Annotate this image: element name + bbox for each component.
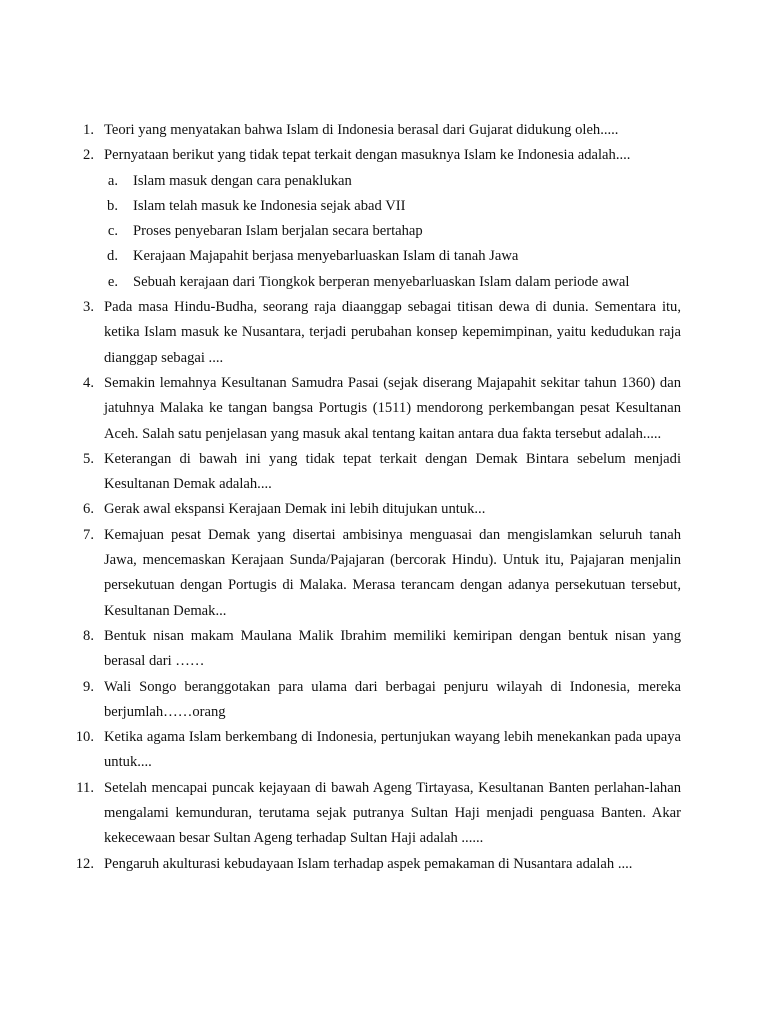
question-text: Pada masa Hindu-Budha, seorang raja diaanggap sebagai titisan dewa di dunia. Sementara itu, ketika Islam masuk ke Nusantara, terjadi perubahan konsep kepemimpinan, yaitu kedudukan raja dianggap sebagai ....	[104, 299, 681, 366]
question-number: 11.	[76, 779, 94, 796]
question-number: 6.	[83, 501, 94, 518]
question-item	[0, 295, 768, 371]
question-item	[0, 852, 768, 877]
option-item	[0, 219, 768, 244]
question-text: Kemajuan pesat Demak yang disertai ambisinya menguasai dan mengislamkan seluruh tanah Jawa, mencemaskan Kerajaan Sunda/Pajajaran (bercorak Hindu). Untuk itu, Pajajaran menjalin persekutuan dengan Portugis di Malaka. Merasa terancam dengan adanya persekutuan tersebut, Kesultanan Demak...	[104, 526, 681, 619]
question-item	[0, 725, 768, 776]
question-number: 3.	[83, 299, 94, 316]
question-number: 1.	[83, 122, 94, 138]
question-item	[0, 497, 768, 522]
option-letter: d.	[107, 248, 118, 265]
question-item	[0, 776, 768, 852]
option-item	[0, 194, 768, 219]
question-item	[0, 371, 768, 447]
question-item	[0, 523, 768, 624]
option-letter: c.	[107, 223, 118, 240]
question-number: 2.	[83, 147, 94, 164]
question-item	[0, 675, 768, 726]
question-number: 7.	[83, 526, 94, 543]
question-text: Keterangan di bawah ini yang tidak tepat terkait dengan Demak Bintara sebelum menjadi Kesultanan Demak adalah....	[104, 450, 681, 493]
option-item	[0, 169, 768, 194]
question-number: 4.	[83, 374, 94, 391]
question-text: Gerak awal ekspansi Kerajaan Demak ini lebih ditujukan untuk...	[104, 501, 486, 518]
question-number: 10.	[75, 729, 94, 746]
option-list	[0, 169, 768, 295]
question-text: Semakin lemahnya Kesultanan Samudra Pasai (sejak diserang Majapahit sekitar tahun 1360) dan jatuhnya Malaka ke tangan bangsa Portugis (1511) mendorong perkembangan pesat Kesultanan Aceh. Salah satu penjelasan yang masuk akal tentang kaitan antara dua fakta tersebut adalah.....	[104, 374, 681, 442]
option-letter: e.	[107, 273, 118, 290]
option-text: Kerajaan Majapahit berjasa menyebarluaskan Islam di tanah Jawa	[133, 248, 519, 265]
question-item	[0, 143, 768, 168]
option-text: Islam masuk dengan cara penaklukan	[133, 172, 352, 189]
question-number: 5.	[83, 450, 94, 467]
question-text: Bentuk nisan makam Maulana Malik Ibrahim memiliki kemiripan dengan bentuk nisan yang berasal dari ……	[104, 627, 681, 670]
option-letter: b.	[107, 197, 118, 214]
question-item	[0, 624, 768, 675]
question-text: Wali Songo beranggotakan para ulama dari berbagai penjuru wilayah di Indonesia, mereka berjumlah……orang	[104, 678, 681, 720]
option-text: Proses penyebaran Islam berjalan secara bertahap	[133, 223, 423, 240]
question-number: 9.	[83, 678, 94, 695]
question-list	[0, 118, 768, 877]
question-text: Teori yang menyatakan bahwa Islam di Indonesia berasal dari Gujarat didukung oleh.....	[104, 122, 619, 138]
option-item	[0, 270, 768, 295]
question-item	[0, 447, 768, 498]
question-text: Setelah mencapai puncak kejayaan di bawah Ageng Tirtayasa, Kesultanan Banten perlahan-lahan mengalami kemunduran, terutama sejak putranya Sultan Haji menjadi penguasa Banten. Akar kekecewaan besar Sultan Ageng terhadap Sultan Haji adalah ......	[104, 779, 681, 847]
option-item	[0, 244, 768, 269]
question-item	[0, 118, 768, 143]
question-number: 8.	[83, 627, 94, 644]
option-text: Sebuah kerajaan dari Tiongkok berperan menyebarluaskan Islam dalam periode awal	[133, 273, 630, 290]
question-number: 12.	[75, 855, 94, 872]
question-text: Pengaruh akulturasi kebudayaan Islam terhadap aspek pemakaman di Nusantara adalah ....	[104, 855, 633, 872]
question-text: Pernyataan berikut yang tidak tepat terkait dengan masuknya Islam ke Indonesia adalah....	[104, 147, 631, 164]
question-text: Ketika agama Islam berkembang di Indonesia, pertunjukan wayang lebih menekankan pada upaya untuk....	[104, 729, 681, 771]
option-letter: a.	[107, 172, 118, 189]
option-text: Islam telah masuk ke Indonesia sejak abad VII	[133, 197, 406, 214]
